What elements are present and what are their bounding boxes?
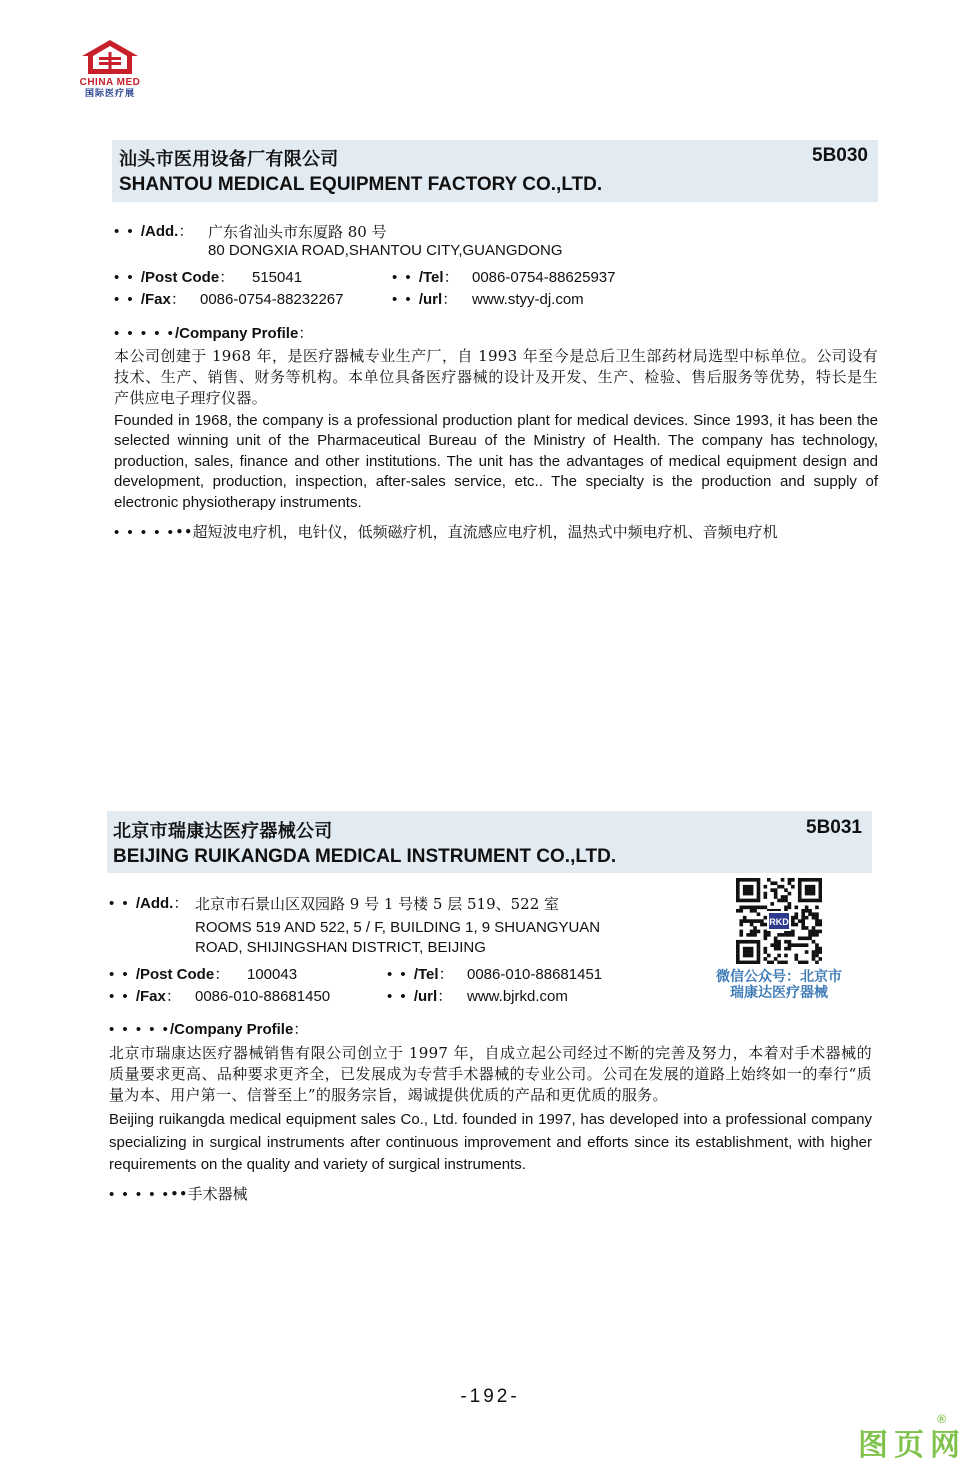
post-code-row: • • /Post Code： <box>114 269 235 286</box>
url-link[interactable]: www.bjrkd.com <box>467 988 568 1005</box>
address-en-line-2: ROAD, SHIJINGSHAN DISTRICT, BEIJING <box>195 939 486 956</box>
booth-number: 5B031 <box>806 817 862 838</box>
logo-en-text: CHINA MED <box>79 77 141 88</box>
url-row: • • /url： <box>392 291 458 308</box>
url-link[interactable]: www.styy-dj.com <box>472 291 584 308</box>
fax-row: • • /Fax： <box>114 291 186 308</box>
url-row: • • /url： <box>387 988 453 1005</box>
post-code-row: • • /Post Code： <box>109 966 230 983</box>
products-list: ••手术器械 <box>169 1185 248 1203</box>
page-number: -192- <box>460 1386 520 1407</box>
address-en-line-1: ROOMS 519 AND 522, 5 / F, BUILDING 1, 9 SHUANGYUAN <box>195 919 601 936</box>
qr-caption: 微信公众号：北京市 瑞康达医疗器械 <box>716 968 842 1000</box>
address-label: /Add. <box>140 223 179 240</box>
company-en-name: SHANTOU MEDICAL EQUIPMENT FACTORY CO.,LTD. <box>119 174 603 195</box>
company-header-1 <box>112 140 878 202</box>
fax-value: 0086-010-88681450 <box>195 988 331 1005</box>
company-profile-heading: • • • • •/Company Profile： <box>109 1021 309 1038</box>
address-en: 80 DONGXIA ROAD,SHANTOU CITY,GUANGDONG <box>208 242 563 259</box>
company-en-name: BEIJING RUIKANGDA MEDICAL INSTRUMENT CO.,LTD. <box>113 846 617 867</box>
url-label: /url <box>418 291 443 308</box>
tel-value: 0086-0754-88625937 <box>472 269 616 286</box>
address-cn: 北京市石景山区双园路 9 号 1 号楼 5 层 519、522 室 <box>195 895 560 913</box>
company-profile-en: Founded in 1968, the company is a professional production plant for medical devices. Since 1993, it has been the selected winning unit of the Pharmaceutical Bureau of the Ministry of Health. The company has technology, production, sales, finance and other institutions. The unit has the advantages of medical equipment design and development, production, inspection, after-sales service, etc.. The specialty is the production and supply of electronic physiotherapy instruments. <box>114 412 878 511</box>
booth-number: 5B030 <box>812 145 868 166</box>
china-med-house-icon <box>78 38 142 76</box>
company-profile-label: /Company Profile <box>169 1021 294 1038</box>
address-cn: 广东省汕头市东厦路 80 号 <box>208 223 387 241</box>
products-list: ••超短波电疗机，电针仪，低频磁疗机，直流感应电疗机，温热式中频电疗机、音频电疗机 <box>174 523 778 541</box>
fax-value: 0086-0754-88232267 <box>200 291 344 308</box>
wechat-qr-code[interactable] <box>736 878 822 964</box>
company-header-2 <box>107 811 872 873</box>
post-code-label: /Post Code <box>140 269 220 286</box>
address-row: • • /Add.： <box>114 223 194 240</box>
address-row: • • /Add.： <box>109 895 189 912</box>
company-profile-cn: 北京市瑞康达医疗器械销售有限公司创立于 1997 年，自成立起公司经过不断的完善及努力，本着对手术器械的质量要求更高、品种要求更齐全，已发展成为专营手术器械的专业公司。公司在发展的道路上始终如一的奉行“质量为本、用户第一、信誉至上”的服务宗旨，竭诚提供优质的产品和更优质的服务。 <box>109 1044 872 1104</box>
tel-row: • • /Tel： <box>387 966 454 983</box>
post-code-value: 515041 <box>252 269 303 286</box>
qr-logo-text: RKD <box>769 917 789 927</box>
post-code-label: /Post Code <box>135 966 215 983</box>
watermark: 图页网 ® <box>858 1412 966 1462</box>
company-profile-label: /Company Profile <box>174 325 299 342</box>
company-profile-cn: 本公司创建于 1968 年，是医疗器械专业生产厂，自 1993 年至今是总后卫生部药材局选型中标单位。公司设有技术、生产、销售、财务等机构。本单位具备医疗器械的设计及开发、生产、检验、售后服务等优势，特长是生产供应电子理疗仪器。 <box>114 347 878 407</box>
china-med-logo <box>70 38 150 102</box>
tel-label: /Tel <box>413 966 439 983</box>
fax-row: • • /Fax： <box>109 988 181 1005</box>
tel-value: 0086-010-88681451 <box>467 966 603 983</box>
company-profile-heading: • • • • •/Company Profile： <box>114 325 314 342</box>
company-cn-name: 汕头市医用设备厂有限公司 <box>119 149 339 169</box>
logo-cn-text: 国际医疗展 <box>84 88 135 98</box>
products-row: • • • • •••超短波电疗机，电针仪，低频磁疗机，直流感应电疗机，温热式中频电疗机、音频电疗机 <box>114 523 778 541</box>
fax-label: /Fax <box>135 988 166 1005</box>
products-row: • • • • •••手术器械 <box>109 1185 248 1203</box>
company-profile-en: Beijing ruikangda medical equipment sales Co., Ltd. founded in 1997, has developed into a professional company specializing in surgical instruments after continuous improvement and efforts since its establishment, with higher requirements on the quality and variety of surgical instruments. <box>109 1111 872 1173</box>
post-code-value: 100043 <box>247 966 298 983</box>
tel-label: /Tel <box>418 269 444 286</box>
qr-code-icon <box>736 878 822 964</box>
url-label: /url <box>413 988 438 1005</box>
address-label: /Add. <box>135 895 174 912</box>
company-cn-name: 北京市瑞康达医疗器械公司 <box>113 821 333 841</box>
tel-row: • • /Tel： <box>392 269 459 286</box>
fax-label: /Fax <box>140 291 171 308</box>
